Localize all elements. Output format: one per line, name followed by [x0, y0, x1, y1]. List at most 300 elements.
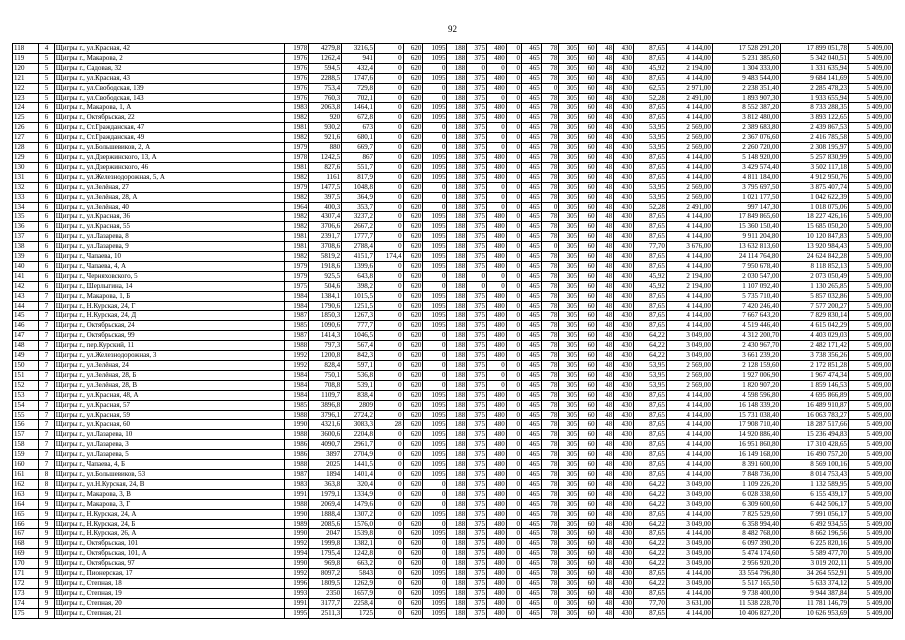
table-cell: 305	[559, 261, 579, 271]
table-cell: 620	[403, 420, 423, 430]
table-cell: 430	[614, 549, 634, 559]
table-cell: 465	[522, 390, 542, 400]
table-cell: 620	[403, 499, 423, 509]
table-row	[13, 578, 893, 588]
table-cell: 87,65	[633, 311, 666, 321]
table-cell: Щигры г., ул.Лазарева, 9	[54, 242, 284, 252]
table-cell: 3 502 117,18	[780, 162, 848, 172]
table-cell: 465	[522, 341, 542, 351]
table-cell: 1161	[309, 172, 342, 182]
table-cell: Щигры г., ул.Красная, 59	[54, 410, 284, 420]
table-cell: 78	[541, 390, 559, 400]
table-cell: 60	[579, 509, 597, 519]
table-cell: 4 912 950,76	[780, 172, 848, 182]
table-cell: 60	[579, 430, 597, 440]
table-cell: Щигры г., ул.Красная, 60	[54, 420, 284, 430]
table-cell: 48	[596, 331, 614, 341]
table-cell: 0	[375, 133, 404, 143]
table-cell: 1894	[309, 469, 342, 479]
table-cell: 5 409,00	[848, 578, 892, 588]
table-row	[13, 73, 893, 83]
table-cell: 673	[342, 123, 375, 133]
table-cell: 87,65	[633, 113, 666, 123]
table-cell: 375	[467, 291, 487, 301]
table-cell: 53,95	[633, 370, 666, 380]
table-cell: 60	[579, 578, 597, 588]
table-cell: 60	[579, 291, 597, 301]
table-cell: 0	[375, 450, 404, 460]
table-cell: 48	[596, 63, 614, 73]
table-cell: 1995	[285, 608, 309, 618]
table-cell: 188	[447, 252, 467, 262]
table-cell: 1982	[285, 252, 309, 262]
table-cell: 87,65	[633, 410, 666, 420]
table-cell: 2 073 050,49	[780, 271, 848, 281]
table-cell: 0	[486, 143, 506, 153]
table-cell: 16 489 910,87	[780, 400, 848, 410]
table-cell: 0	[506, 469, 521, 479]
table-cell: 0	[375, 559, 404, 569]
table-cell: 375	[467, 113, 487, 123]
table-cell: 0	[375, 202, 404, 212]
table-cell: 3897	[309, 450, 342, 460]
table-cell: 0	[506, 93, 521, 103]
table-cell: 620	[403, 519, 423, 529]
table-cell: 9	[39, 578, 54, 588]
table-cell: 1095	[423, 569, 447, 579]
table-cell: 129	[13, 152, 39, 162]
table-cell: 375	[467, 331, 487, 341]
table-cell: 78	[541, 578, 559, 588]
table-cell: 305	[559, 410, 579, 420]
table-cell: 5 409,00	[848, 331, 892, 341]
table-cell: 162	[13, 479, 39, 489]
table-cell: 620	[403, 549, 423, 559]
table-cell: 375	[467, 608, 487, 618]
table-cell: 8	[39, 469, 54, 479]
table-cell: 7	[39, 380, 54, 390]
table-cell: 375	[467, 410, 487, 420]
table-cell: 480	[486, 341, 506, 351]
table-cell: 0	[375, 460, 404, 470]
table-cell: 1095	[423, 232, 447, 242]
table-cell: 0	[423, 559, 447, 569]
table-cell: 4 144,00	[666, 232, 712, 242]
table-cell: 0	[423, 182, 447, 192]
table-cell: 14 920 886,40	[712, 430, 780, 440]
table-cell: 0	[541, 598, 559, 608]
table-cell: 6	[39, 242, 54, 252]
table-cell: Щигры г., Октябрьская, 99	[54, 331, 284, 341]
table-cell: 78	[541, 569, 559, 579]
table-cell: Щигры г., ул.Лазарева, 5	[54, 450, 284, 460]
table-cell: 132	[13, 182, 39, 192]
table-cell: 60	[579, 460, 597, 470]
table-row	[13, 301, 893, 311]
table-cell: 920	[309, 113, 342, 123]
table-cell: 17 310 428,65	[780, 440, 848, 450]
table-cell: 45,92	[633, 281, 666, 291]
table-cell: 465	[522, 420, 542, 430]
table-cell: 5 409,00	[848, 569, 892, 579]
table-cell: 0	[375, 271, 404, 281]
table-cell: 188	[447, 222, 467, 232]
table-cell: 430	[614, 172, 634, 182]
table-cell: 60	[579, 242, 597, 252]
table-cell: 1242,8	[342, 549, 375, 559]
table-cell: 305	[559, 598, 579, 608]
table-cell: 4 144,00	[666, 301, 712, 311]
table-cell: 60	[579, 93, 597, 103]
table-cell: 4 144,00	[666, 311, 712, 321]
table-cell: 536,8	[342, 370, 375, 380]
table-cell: 465	[522, 53, 542, 63]
table-cell: 2 172 851,28	[780, 361, 848, 371]
table-cell: 60	[579, 549, 597, 559]
table-cell: 60	[579, 202, 597, 212]
table-cell: 16 490 757,20	[780, 450, 848, 460]
table-cell: 551,7	[342, 162, 375, 172]
table-cell: 9	[39, 608, 54, 618]
table-cell: 188	[447, 509, 467, 519]
table-cell: 465	[522, 400, 542, 410]
table-cell: 1095	[423, 440, 447, 450]
table-cell: 64,22	[633, 519, 666, 529]
table-cell: 7 829 830,14	[780, 311, 848, 321]
table-cell: 0	[506, 202, 521, 212]
table-cell: 78	[541, 469, 559, 479]
table-cell: 140	[13, 261, 39, 271]
table-cell: 430	[614, 301, 634, 311]
table-cell: 17 899 051,78	[780, 44, 848, 54]
table-cell: 3 049,00	[666, 578, 712, 588]
table-cell: 153	[13, 390, 39, 400]
table-cell: 305	[559, 73, 579, 83]
table-cell: 1095	[423, 400, 447, 410]
table-cell: 13 920 984,43	[780, 242, 848, 252]
table-cell: 1989	[285, 519, 309, 529]
table-cell: 1095	[423, 53, 447, 63]
table-cell: 1979	[285, 143, 309, 153]
table-row	[13, 351, 893, 361]
table-cell: 16 063 783,27	[780, 410, 848, 420]
table-cell: 188	[447, 519, 467, 529]
table-cell: 430	[614, 44, 634, 54]
table-cell: 375	[467, 232, 487, 242]
table-cell: 159	[13, 450, 39, 460]
table-cell: 465	[522, 93, 542, 103]
table-cell: 3 019 202,11	[780, 559, 848, 569]
table-cell: 34 264 552,91	[780, 569, 848, 579]
table-cell: 0	[506, 162, 521, 172]
table-cell: Щигры г., Пионерская, 17	[54, 569, 284, 579]
table-cell: 48	[596, 73, 614, 83]
table-cell: 2 569,00	[666, 370, 712, 380]
table-cell: 9 483 544,00	[712, 73, 780, 83]
table-cell: 5 409,00	[848, 182, 892, 192]
table-cell: Щигры г., Макарова, 3, Г	[54, 499, 284, 509]
table-cell: 78	[541, 509, 559, 519]
table-cell: 78	[541, 63, 559, 73]
table-cell: 6	[39, 162, 54, 172]
table-cell: 77,70	[633, 598, 666, 608]
table-cell: 3600,6	[309, 430, 342, 440]
table-cell: 1888,4	[309, 509, 342, 519]
table-cell: 620	[403, 608, 423, 618]
table-cell: 1991	[285, 489, 309, 499]
table-cell: 480	[486, 152, 506, 162]
table-cell: 0	[375, 83, 404, 93]
table-cell: 1382,1	[342, 539, 375, 549]
table-cell: 5 409,00	[848, 450, 892, 460]
table-cell: 0	[506, 390, 521, 400]
table-cell: 87,65	[633, 252, 666, 262]
table-cell: 0	[423, 479, 447, 489]
table-cell: 0	[423, 370, 447, 380]
table-cell: 620	[403, 380, 423, 390]
table-row	[13, 162, 893, 172]
table-cell: 78	[541, 489, 559, 499]
table-cell: 6 309 600,60	[712, 499, 780, 509]
table-cell: 5 409,00	[848, 351, 892, 361]
table-cell: 149	[13, 351, 39, 361]
table-cell: 8097,2	[309, 569, 342, 579]
table-cell: 134	[13, 202, 39, 212]
table-cell: 465	[522, 172, 542, 182]
table-cell: 78	[541, 529, 559, 539]
table-cell: 48	[596, 271, 614, 281]
table-cell: 5 409,00	[848, 559, 892, 569]
table-cell: 0	[423, 549, 447, 559]
table-cell: 430	[614, 410, 634, 420]
table-cell: 5 409,00	[848, 529, 892, 539]
table-cell: 1983	[285, 479, 309, 489]
table-row	[13, 370, 893, 380]
table-cell: 375	[467, 588, 487, 598]
table-cell: 305	[559, 341, 579, 351]
table-cell: 2 569,00	[666, 123, 712, 133]
table-cell: 4 144,00	[666, 252, 712, 262]
table-cell: 87,65	[633, 608, 666, 618]
table-cell: 1777,7	[342, 232, 375, 242]
table-cell: 0	[375, 152, 404, 162]
table-cell: 925,5	[309, 271, 342, 281]
table-cell: 750,1	[309, 370, 342, 380]
table-cell: 5 409,00	[848, 212, 892, 222]
table-cell: 33 554 796,80	[712, 569, 780, 579]
table-cell: 78	[541, 380, 559, 390]
table-cell: 5 409,00	[848, 252, 892, 262]
table-cell: 0	[486, 370, 506, 380]
table-cell: 0	[506, 430, 521, 440]
table-cell: 465	[522, 529, 542, 539]
table-cell: 3 049,00	[666, 341, 712, 351]
table-cell: 0	[375, 232, 404, 242]
table-cell: 430	[614, 331, 634, 341]
table-cell: 48	[596, 588, 614, 598]
table-row	[13, 232, 893, 242]
table-cell: Щигры г., Садовая, 32	[54, 63, 284, 73]
table-cell: 188	[447, 440, 467, 450]
table-cell: 1988	[285, 499, 309, 509]
table-cell: 146	[13, 321, 39, 331]
table-cell: 465	[522, 123, 542, 133]
table-cell: 60	[579, 410, 597, 420]
table-cell: 480	[486, 390, 506, 400]
table-cell: 430	[614, 53, 634, 63]
table-cell: Щигры г., ул.Большевиков, 53	[54, 469, 284, 479]
table-cell: 6	[39, 281, 54, 291]
table-cell: 78	[541, 222, 559, 232]
table-cell: 3796,1	[309, 410, 342, 420]
table-cell: 15 731 038,40	[712, 410, 780, 420]
table-cell: 375	[467, 133, 487, 143]
table-cell: 1795,4	[309, 549, 342, 559]
table-cell: 5 409,00	[848, 370, 892, 380]
table-cell: Щигры г., Степная, 19	[54, 588, 284, 598]
table-cell: 9	[39, 529, 54, 539]
table-cell: 620	[403, 321, 423, 331]
table-cell: 4 144,00	[666, 569, 712, 579]
table-cell: 6	[39, 133, 54, 143]
table-cell: 753,4	[309, 83, 342, 93]
table-cell: 0	[375, 519, 404, 529]
table-row	[13, 410, 893, 420]
table-cell: 0	[506, 578, 521, 588]
table-cell: 5 409,00	[848, 390, 892, 400]
table-cell: 78	[541, 123, 559, 133]
table-cell: 0	[375, 53, 404, 63]
table-cell: 0	[506, 301, 521, 311]
table-cell: 188	[447, 73, 467, 83]
table-cell: 465	[522, 103, 542, 113]
table-cell: 1993	[285, 588, 309, 598]
table-cell: 48	[596, 499, 614, 509]
table-cell: Щигры г., Октябрьская, 101	[54, 539, 284, 549]
table-row	[13, 113, 893, 123]
table-cell: 5 409,00	[848, 608, 892, 618]
table-cell: Щигры г., ул.Красная, 57	[54, 400, 284, 410]
table-row	[13, 479, 893, 489]
table-cell: 0	[506, 63, 521, 73]
table-cell: 0	[375, 182, 404, 192]
table-cell: 142	[13, 281, 39, 291]
table-cell: 480	[486, 44, 506, 54]
table-cell: 4 144,00	[666, 103, 712, 113]
table-cell: 175	[13, 608, 39, 618]
table-cell: 87,65	[633, 469, 666, 479]
table-cell: 305	[559, 499, 579, 509]
table-row	[13, 291, 893, 301]
table-cell: 375	[467, 301, 487, 311]
table-cell: 5 409,00	[848, 430, 892, 440]
table-cell: 0	[506, 460, 521, 470]
table-cell: 465	[522, 242, 542, 252]
table-cell: 0	[506, 450, 521, 460]
table-cell: 48	[596, 420, 614, 430]
table-cell: 7	[39, 460, 54, 470]
table-cell: 188	[447, 608, 467, 618]
table-cell: 4 695 866,89	[780, 390, 848, 400]
table-row	[13, 390, 893, 400]
table-cell: 118	[13, 44, 39, 54]
table-cell: 7 420 246,40	[712, 301, 780, 311]
table-cell: 375	[467, 430, 487, 440]
table-cell: 4 615 042,29	[780, 321, 848, 331]
table-cell: 164	[13, 499, 39, 509]
table-cell: 18 227 426,16	[780, 212, 848, 222]
table-cell: 188	[447, 93, 467, 103]
table-cell: 1979	[285, 182, 309, 192]
table-cell: 0	[486, 281, 506, 291]
table-cell: 64,22	[633, 489, 666, 499]
table-cell: 60	[579, 301, 597, 311]
table-cell: 620	[403, 261, 423, 271]
table-cell: 0	[506, 133, 521, 143]
table-cell: 78	[541, 172, 559, 182]
table-cell: 375	[467, 361, 487, 371]
table-cell: 4 144,00	[666, 588, 712, 598]
table-cell: 643,8	[342, 271, 375, 281]
table-cell: 78	[541, 182, 559, 192]
table-cell: 305	[559, 370, 579, 380]
table-cell: 594,5	[309, 63, 342, 73]
table-cell: 305	[559, 351, 579, 361]
table-cell: Щигры г., ул.Зелёная, 24	[54, 361, 284, 371]
table-cell: 0	[375, 578, 404, 588]
table-cell: 0	[375, 588, 404, 598]
table-cell: Щигры г., Макарова, 2	[54, 53, 284, 63]
table-cell: 6	[39, 212, 54, 222]
table-cell: 78	[541, 588, 559, 598]
table-cell: 4 144,00	[666, 420, 712, 430]
table-cell: 155	[13, 410, 39, 420]
table-cell: 430	[614, 578, 634, 588]
table-cell: 1976	[285, 83, 309, 93]
table-cell: 1999,8	[309, 539, 342, 549]
table-cell: 60	[579, 519, 597, 529]
table-cell: 188	[447, 370, 467, 380]
table-cell: 87,65	[633, 450, 666, 460]
table-cell: 5 148 920,00	[712, 152, 780, 162]
table-cell: 2788,4	[342, 242, 375, 252]
table-cell: 168	[13, 539, 39, 549]
table-cell: 48	[596, 390, 614, 400]
table-cell: 188	[447, 143, 467, 153]
table-cell: 0	[486, 63, 506, 73]
table-cell: 3708,6	[309, 242, 342, 252]
table-cell: 78	[541, 499, 559, 509]
table-cell: 128	[13, 143, 39, 153]
table-cell: 375	[467, 578, 487, 588]
table-cell: 620	[403, 271, 423, 281]
table-cell: 7	[39, 351, 54, 361]
table-cell: 620	[403, 242, 423, 252]
table-cell: 0	[486, 380, 506, 390]
table-cell: 15 360 150,40	[712, 222, 780, 232]
table-cell: 4321,6	[309, 420, 342, 430]
table-row	[13, 281, 893, 291]
table-cell: 136	[13, 222, 39, 232]
table-cell: 2 569,00	[666, 380, 712, 390]
table-cell: 430	[614, 430, 634, 440]
table-cell: 87,65	[633, 44, 666, 54]
table-cell: 375	[467, 222, 487, 232]
table-cell: 305	[559, 400, 579, 410]
table-cell: 5 342 040,51	[780, 53, 848, 63]
table-cell: 3216,5	[342, 44, 375, 54]
table-cell: 0	[486, 202, 506, 212]
